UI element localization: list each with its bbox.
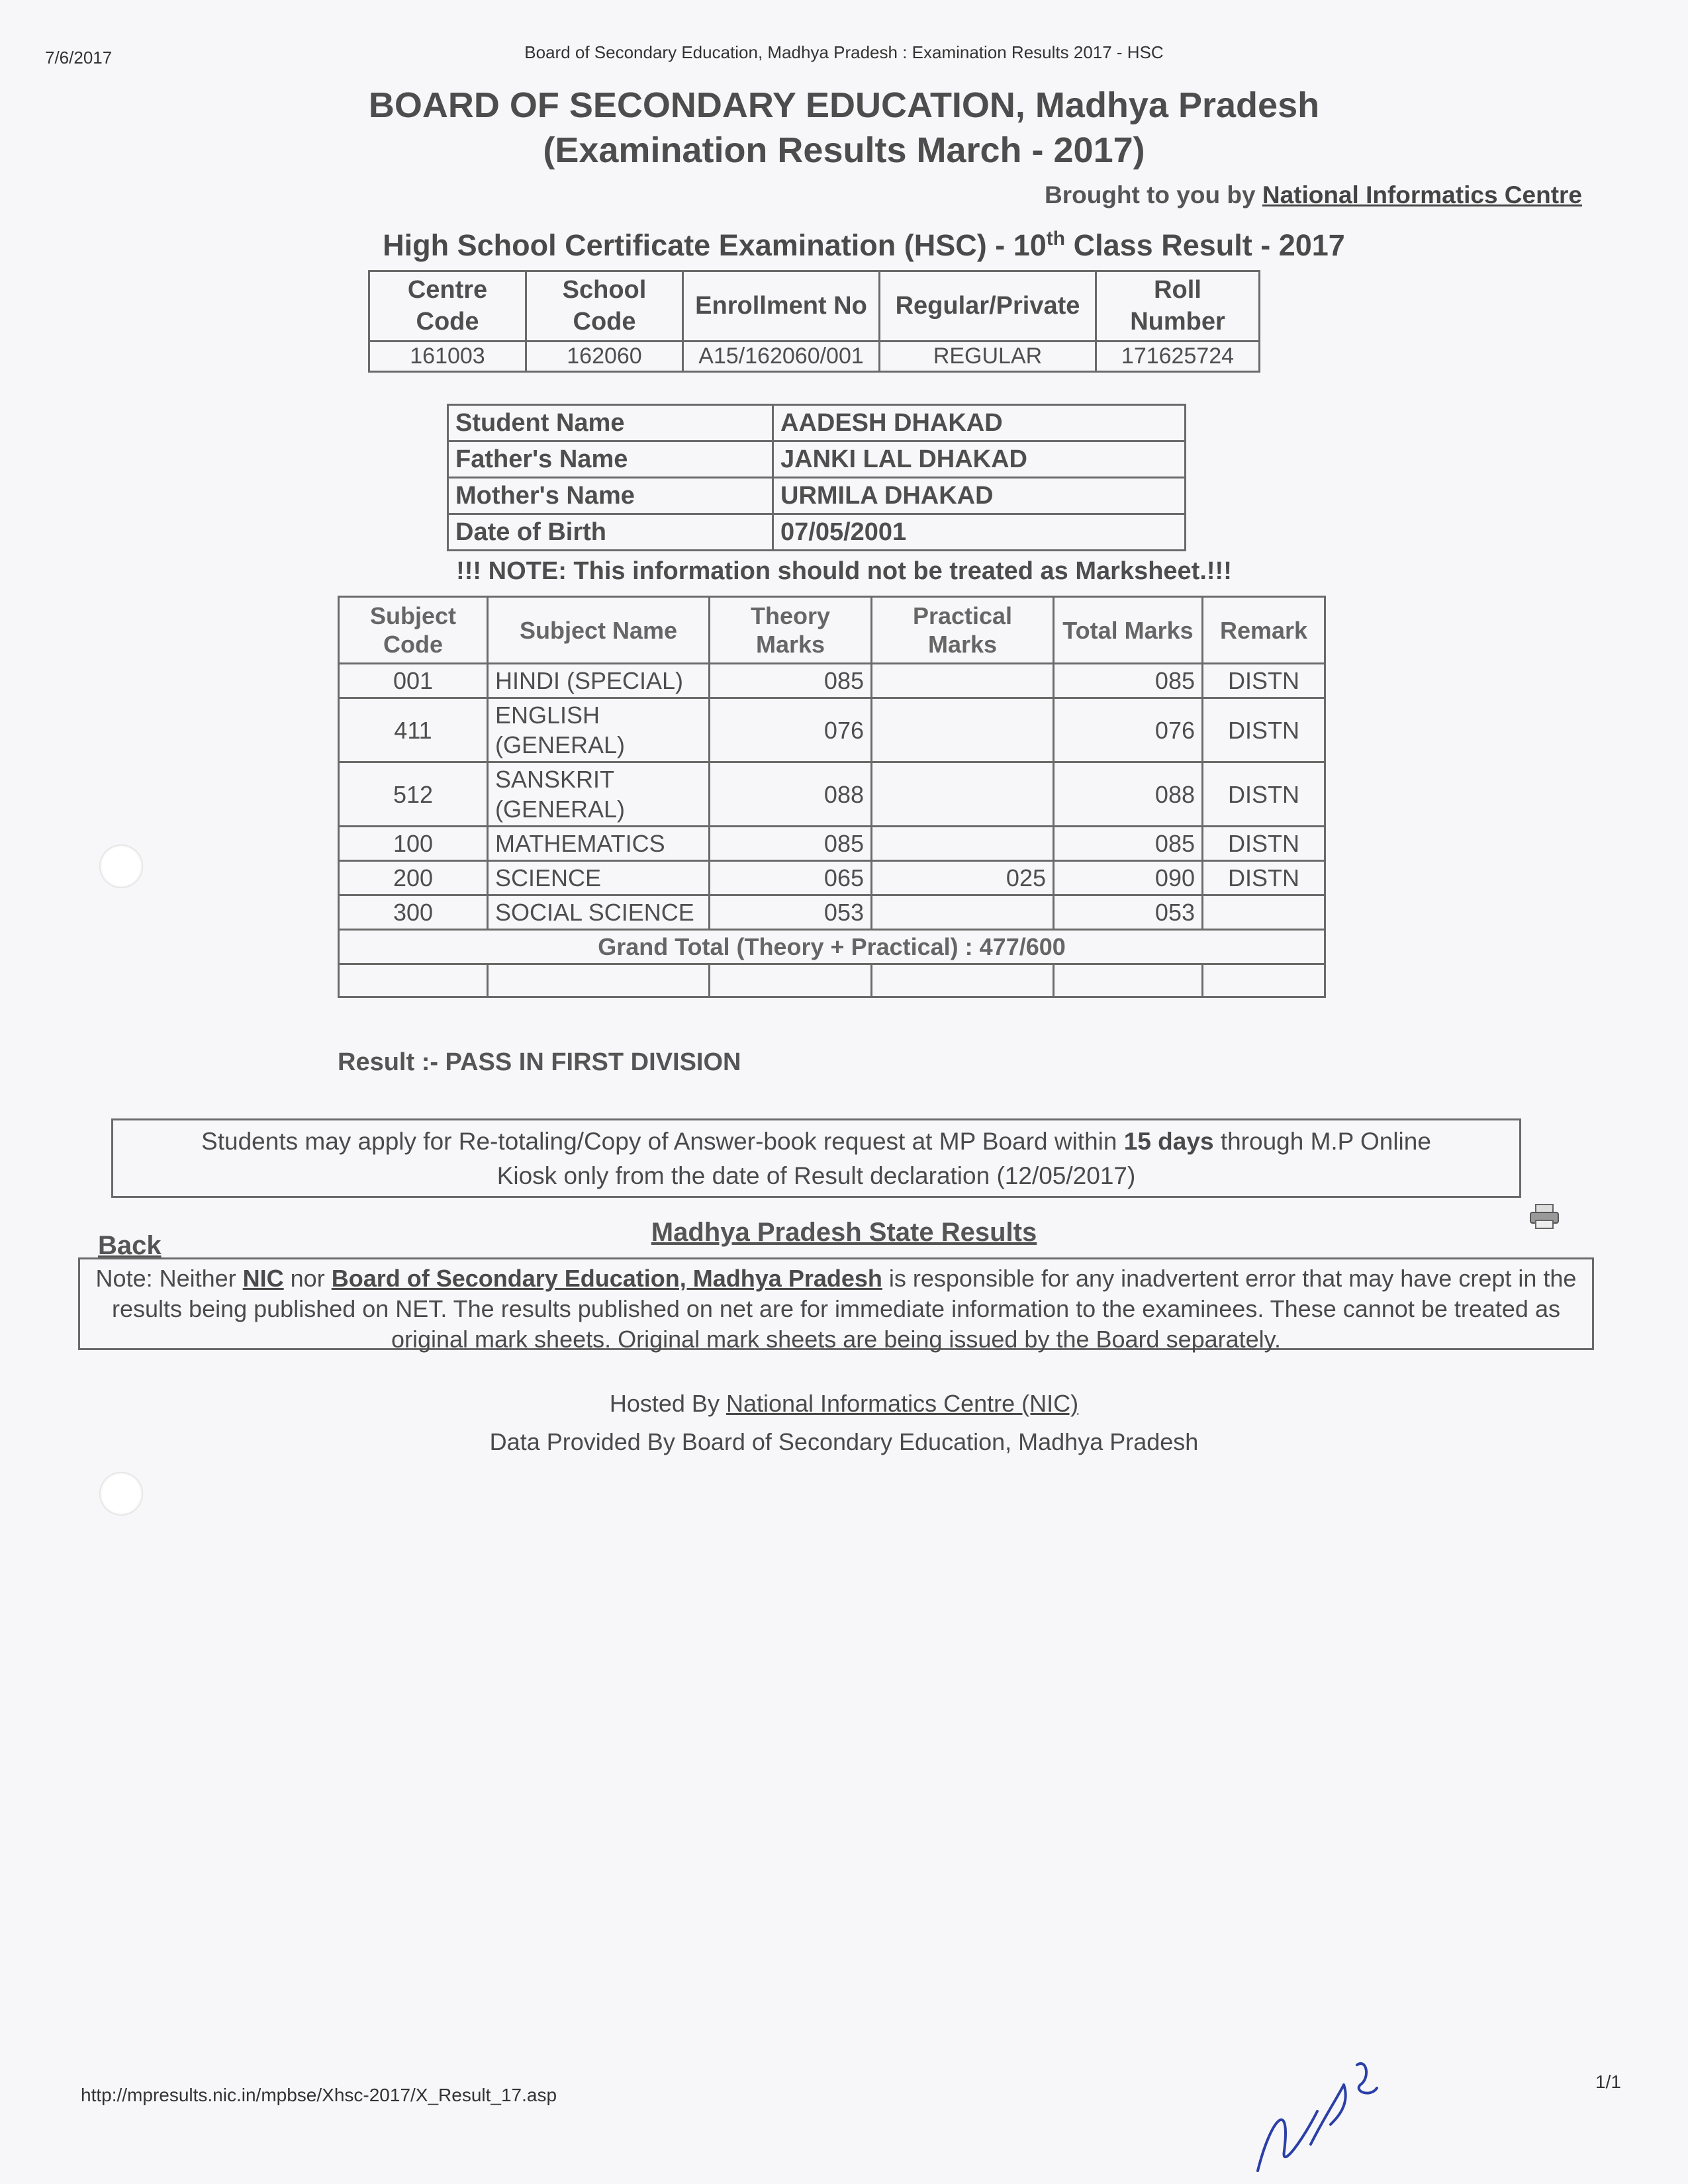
subject-code: 411 [339, 698, 488, 762]
remark: DISTN [1203, 664, 1325, 698]
hsc-title-tail: Class Result - 2017 [1065, 228, 1345, 262]
theory-marks: 088 [710, 762, 872, 827]
subject-code: 200 [339, 861, 488, 895]
print-date: 7/6/2017 [45, 48, 113, 68]
subject-name: HINDI (SPECIAL) [488, 664, 710, 698]
total-marks: 088 [1054, 762, 1203, 827]
notice-days: 15 days [1123, 1128, 1214, 1155]
marksheet-note: !!! NOTE: This information should not be treated as Marksheet.!!! [456, 557, 1232, 585]
nic-link[interactable]: National Informatics Centre [1262, 181, 1582, 208]
brought-by [1045, 181, 1582, 209]
header-enrollment-no: Enrollment No [683, 271, 880, 341]
info-label: Student Name [448, 405, 773, 441]
candidate-table [368, 270, 1260, 373]
total-marks: 085 [1054, 664, 1203, 698]
date-of-birth: 07/05/2001 [773, 514, 1186, 551]
disclaimer-box [78, 1257, 1594, 1353]
exam-title: (Examination Results March - 2017) [543, 130, 1145, 170]
practical-marks [872, 664, 1054, 698]
student-name: AADESH DHAKAD [773, 405, 1186, 441]
marks-table [338, 596, 1326, 998]
school-code: 162060 [526, 341, 683, 372]
subject-code: 512 [339, 762, 488, 827]
theory-marks: 085 [710, 664, 872, 698]
regular-private: REGULAR [880, 341, 1096, 372]
theory-marks: 065 [710, 861, 872, 895]
table-row [339, 698, 1325, 762]
header-subject-name: Subject Name [488, 597, 710, 664]
remark [1203, 895, 1325, 930]
hsc-title-main: High School Certificate Examination (HSC) - 10 [383, 228, 1047, 262]
empty-cell [872, 964, 1054, 997]
remark: DISTN [1203, 698, 1325, 762]
subject-code: 001 [339, 664, 488, 698]
remark: DISTN [1203, 861, 1325, 895]
mother-name: URMILA DHAKAD [773, 478, 1186, 514]
remark: DISTN [1203, 762, 1325, 827]
empty-row [339, 964, 1325, 997]
practical-marks [872, 698, 1054, 762]
subject-name: SOCIAL SCIENCE [488, 895, 710, 930]
enrollment-no: A15/162060/001 [683, 341, 880, 372]
header-practical-marks: Practical Marks [872, 597, 1054, 664]
info-row [448, 441, 1186, 478]
table-row [339, 762, 1325, 827]
brought-prefix: Brought to you by [1044, 181, 1256, 208]
empty-cell [339, 964, 488, 997]
centre-code: 161003 [369, 341, 526, 372]
empty-cell [488, 964, 710, 997]
header-centre-code: Centre Code [369, 271, 526, 341]
practical-marks [872, 762, 1054, 827]
total-marks: 090 [1054, 861, 1203, 895]
disclaimer-rest: is responsible for any inadvertent error that may have crept in the results being published on NET. The results published on net are for immediate information to the examinees. These cannot be treated as original mark sheets. Original mark sheets are being issued by the Board separately. [112, 1265, 1577, 1353]
student-info-table [447, 404, 1186, 551]
punch-hole [99, 1472, 143, 1516]
notice-text-1: Students may apply for Re-totaling/Copy of Answer-book request at MP Board within [201, 1128, 1124, 1155]
subject-name: SCIENCE [488, 861, 710, 895]
table-row [339, 861, 1325, 895]
roll-number: 171625724 [1096, 341, 1260, 372]
total-marks: 053 [1054, 895, 1203, 930]
practical-marks [872, 827, 1054, 861]
total-marks: 085 [1054, 827, 1203, 861]
header-school-code: School Code [526, 271, 683, 341]
hosted-nic-link[interactable]: National Informatics Centre (NIC) [726, 1390, 1079, 1417]
header-subject-code: Subject Code [339, 597, 488, 664]
handwritten-signature [1244, 2019, 1417, 2177]
subject-name: MATHEMATICS [488, 827, 710, 861]
empty-cell [1054, 964, 1203, 997]
theory-marks: 076 [710, 698, 872, 762]
header-regular-private: Regular/Private [880, 271, 1096, 341]
state-results-link[interactable]: Madhya Pradesh State Results [651, 1218, 1037, 1247]
hosted-by [0, 1390, 1688, 1418]
printer-icon[interactable] [1529, 1203, 1560, 1230]
result-text: Result :- PASS IN FIRST DIVISION [338, 1048, 741, 1076]
total-marks: 076 [1054, 698, 1203, 762]
header-theory-marks: Theory Marks [710, 597, 872, 664]
subject-name: ENGLISH (GENERAL) [488, 698, 710, 762]
disclaimer-board-link[interactable]: Board of Secondary Education, Madhya Pradesh [331, 1265, 882, 1292]
subject-code: 300 [339, 895, 488, 930]
remark: DISTN [1203, 827, 1325, 861]
header-roll-number: Roll Number [1096, 271, 1260, 341]
page-url: http://mpresults.nic.in/mpbse/Xhsc-2017/X_Result_17.asp [81, 2085, 557, 2105]
info-row [448, 405, 1186, 441]
info-row [448, 478, 1186, 514]
disclaimer-nor: nor [283, 1265, 332, 1292]
info-label: Mother's Name [448, 478, 773, 514]
data-provided-by: Data Provided By Board of Secondary Education, Madhya Pradesh [489, 1428, 1199, 1455]
practical-marks [872, 895, 1054, 930]
subject-name: SANSKRIT (GENERAL) [488, 762, 710, 827]
disclaimer-prefix: Note: Neither [95, 1265, 243, 1292]
father-name: JANKI LAL DHAKAD [773, 441, 1186, 478]
theory-marks: 085 [710, 827, 872, 861]
hsc-title-sup: th [1046, 228, 1066, 250]
hosted-prefix: Hosted By [609, 1390, 726, 1417]
page-number: 1/1 [1595, 2071, 1621, 2092]
empty-cell [1203, 964, 1325, 997]
notice-text-2: through M.P Online [1213, 1128, 1431, 1155]
info-label: Father's Name [448, 441, 773, 478]
back-link[interactable]: Back [98, 1231, 162, 1260]
table-row [339, 895, 1325, 930]
practical-marks: 025 [872, 861, 1054, 895]
table-row [339, 664, 1325, 698]
notice-text-3: Kiosk only from the date of Result declaration (12/05/2017) [496, 1162, 1136, 1189]
subject-code: 100 [339, 827, 488, 861]
header-total-marks: Total Marks [1054, 597, 1203, 664]
disclaimer-nic-link[interactable]: NIC [242, 1265, 284, 1292]
header-remark: Remark [1203, 597, 1325, 664]
theory-marks: 053 [710, 895, 872, 930]
grand-total: Grand Total (Theory + Practical) : 477/600 [339, 930, 1325, 964]
hsc-title [0, 228, 1688, 263]
board-title: BOARD OF SECONDARY EDUCATION, Madhya Pradesh [368, 85, 1320, 125]
info-label: Date of Birth [448, 514, 773, 551]
punch-hole [99, 844, 143, 888]
table-row [339, 827, 1325, 861]
grand-total-row [339, 930, 1325, 964]
retotaling-notice [111, 1118, 1521, 1198]
empty-cell [710, 964, 872, 997]
print-page-title: Board of Secondary Education, Madhya Pradesh : Examination Results 2017 - HSC [524, 42, 1164, 62]
info-row [448, 514, 1186, 551]
